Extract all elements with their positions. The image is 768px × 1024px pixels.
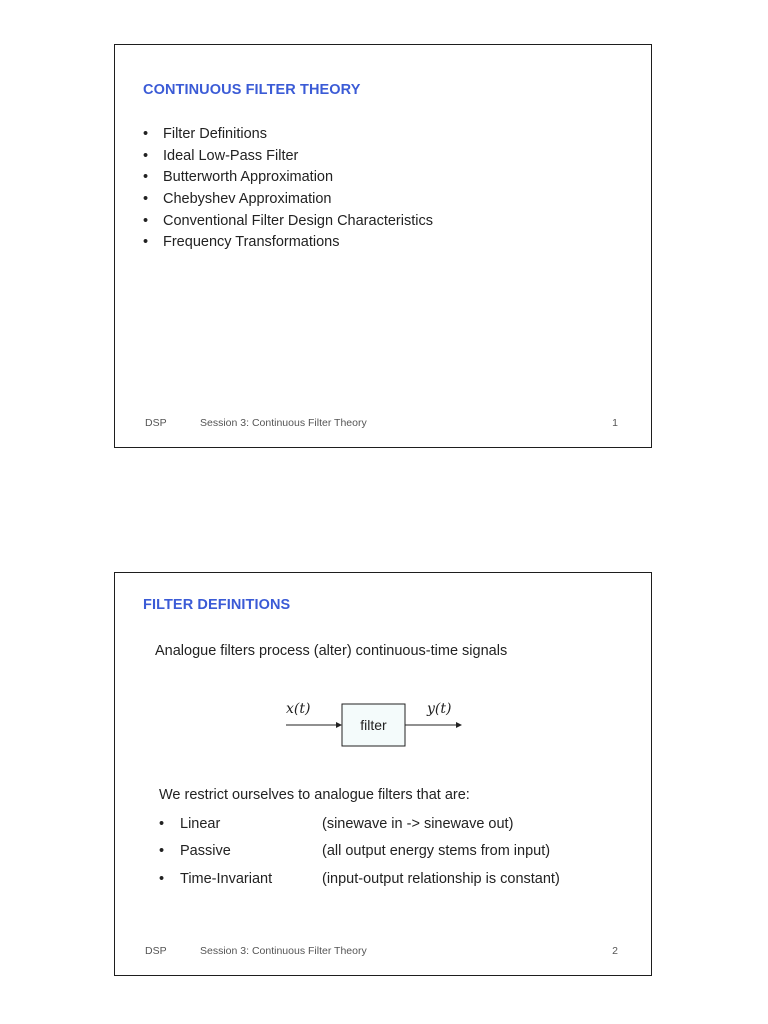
- restriction-text: We restrict ourselves to analogue filters that are:: [159, 787, 470, 803]
- footer-course: DSP: [145, 945, 167, 957]
- list-item: • Filter Definitions: [143, 124, 433, 146]
- bullet-icon: •: [159, 870, 165, 887]
- output-signal-label: y(t): [427, 701, 452, 717]
- footer-session: Session 3: Continuous Filter Theory: [200, 417, 367, 429]
- slide-title: CONTINUOUS FILTER THEORY: [143, 82, 361, 98]
- list-item: • Passive (all output energy stems from input): [159, 840, 560, 867]
- footer-session: Session 3: Continuous Filter Theory: [200, 945, 367, 957]
- intro-text: Analogue filters process (alter) continuous-time signals: [155, 643, 508, 659]
- list-item: • Butterworth Approximation: [143, 167, 433, 189]
- input-signal-label: x(t): [286, 701, 311, 717]
- list-item: • Conventional Filter Design Characteristics: [143, 211, 433, 233]
- page-number: 2: [612, 945, 618, 957]
- bullet-icon: •: [143, 234, 149, 251]
- bullet-icon: •: [143, 126, 149, 142]
- property-list: [159, 813, 560, 895]
- bullet-icon: •: [159, 843, 165, 860]
- list-item: • Frequency Transformations: [143, 232, 433, 254]
- footer-course: DSP: [145, 417, 167, 429]
- list-item: • Ideal Low-Pass Filter: [143, 146, 433, 168]
- slide-1: [114, 44, 652, 448]
- bullet-icon: •: [143, 212, 149, 229]
- list-item: • Time-Invariant (input-output relationship is constant): [159, 868, 560, 895]
- slide-title: FILTER DEFINITIONS: [143, 597, 291, 613]
- topic-list: [143, 124, 433, 254]
- bullet-icon: •: [143, 191, 149, 208]
- bullet-icon: •: [143, 147, 149, 164]
- list-item: • Linear (sinewave in -> sinewave out): [159, 813, 560, 840]
- filter-box-label: filter: [360, 717, 387, 733]
- page-number: 1: [612, 417, 618, 429]
- list-item: • Chebyshev Approximation: [143, 189, 433, 211]
- slide-2: [114, 572, 652, 976]
- bullet-icon: •: [143, 169, 149, 186]
- bullet-icon: •: [159, 816, 165, 832]
